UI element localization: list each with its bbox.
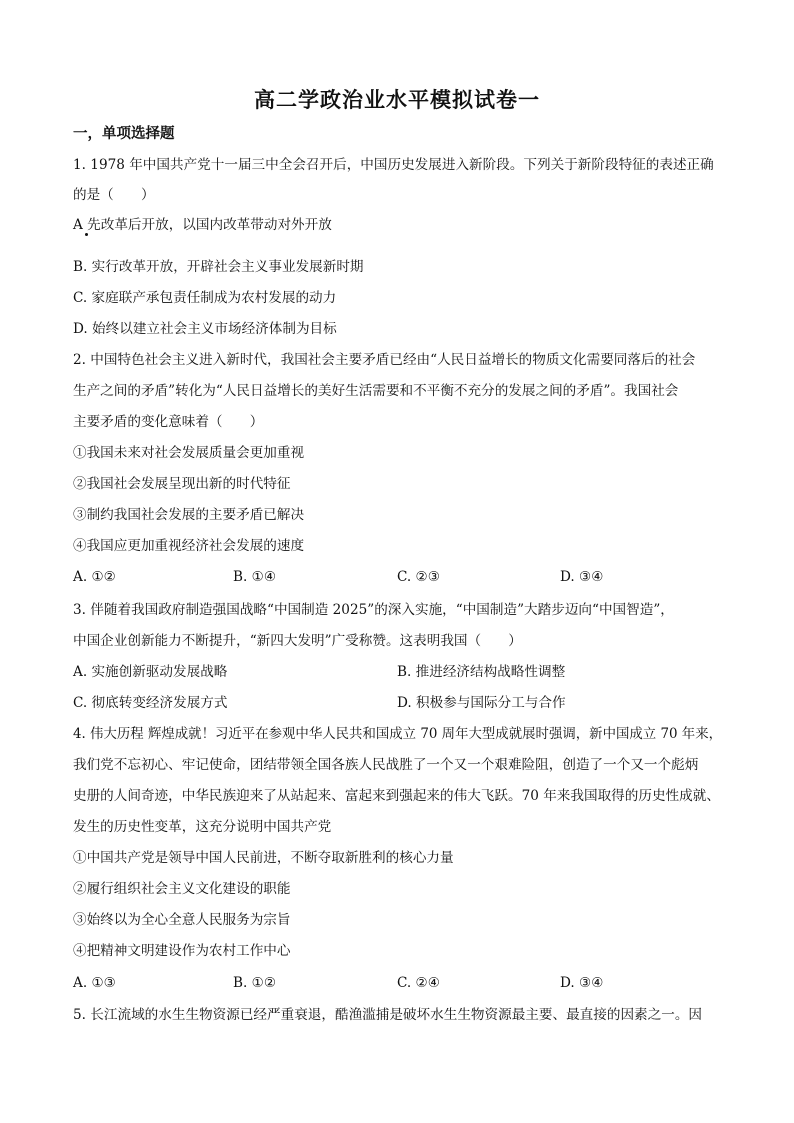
q3-option-a: A. 实施创新驱动发展战略 [73,664,228,680]
q2-statement-4: ④我国应更加重视经济社会发展的速度 [73,538,305,554]
q2-option-d: D. ③④ [560,569,604,585]
q4-option-a: A. ①③ [73,975,116,991]
q3-option-d: D. 积极参与国际分工与合作 [397,695,566,711]
q2-stem-line2: 生产之间的矛盾”转化为“人民日益增长的美好生活需要和不平衡不充分的发展之间的矛盾”。我国社会 [73,383,679,399]
q5-stem-line1: 5. 长江流域的水生生物资源已经严重衰退，酷渔滥捕是破坏水生生物资源最主要、最直接的因素之一。因 [73,1007,703,1023]
q4-statement-3: ③始终以为全心全意人民服务为宗旨 [73,912,291,928]
q2-option-b: B. ①④ [233,569,277,585]
q4-statement-4: ④把精神文明建设作为农村工作中心 [73,943,291,959]
q3-stem-line1: 3. 伴随着我国政府制造强国战略“中国制造 2025”的深入实施，“中国制造”大踏步迈向“中国智造”， [73,602,674,618]
q4-option-c: C. ②④ [397,975,440,991]
q2-statement-2: ②我国社会发展呈现出新的时代特征 [73,476,291,492]
q4-option-b: B. ①② [233,975,277,991]
q2-stem-line3: 主要矛盾的变化意味着（ ） [73,414,264,430]
q1-option-b: B. 实行改革开放，开辟社会主义事业发展新时期 [73,259,364,275]
q1-option-a: A 先改革后开放，以国内改革带动对外开放 [73,217,332,233]
section-heading: 一，单项选择题 [73,126,175,142]
q4-stem-line1: 4. 伟大历程 辉煌成就！习近平在参观中华人民共和国成立 70 周年大型成就展时强调，新中国成立 70 年来， [73,726,723,742]
q4-stem-line4: 发生的历史性变革，这充分说明中国共产党 [73,819,332,835]
q3-option-b: B. 推进经济结构战略性调整 [397,664,566,680]
q1-stem-line1: 1. 1978 年中国共产党十一届三中全会召开后，中国历史发展进入新阶段。下列关于新阶段特征的表述正确 [73,157,714,173]
page-title: 高二学政治业水平模拟试卷一 [254,88,540,112]
q4-option-d: D. ③④ [560,975,604,991]
q2-option-c: C. ②③ [397,569,440,585]
q2-statement-1: ①我国未来对社会发展质量会更加重视 [73,445,305,461]
q3-option-c: C. 彻底转变经济发展方式 [73,695,228,711]
q4-stem-line3: 史册的人间奇迹，中华民族迎来了从站起来、富起来到强起来的伟大飞跃。70 年来我国取得的历史性成就、 [73,788,720,804]
q1-option-c: C. 家庭联产承包责任制成为农村发展的动力 [73,290,337,306]
q2-stem-line1: 2. 中国特色社会主义进入新时代，我国社会主要矛盾已经由“人民日益增长的物质文化需要同落后的社会 [73,352,696,368]
q1-option-d: D. 始终以建立社会主义市场经济体制为目标 [73,321,337,337]
q4-statement-1: ①中国共产党是领导中国人民前进，不断夺取新胜利的核心力量 [73,850,454,866]
q1-option-a-dot [85,233,88,236]
q1-stem-line2: 的是（ ） [73,187,155,203]
q2-statement-3: ③制约我国社会发展的主要矛盾已解决 [73,507,305,523]
q3-stem-line2: 中国企业创新能力不断提升，“新四大发明”广受称赞。这表明我国（ ） [73,633,522,649]
q4-statement-2: ②履行组织社会主义文化建设的职能 [73,881,291,897]
q2-option-a: A. ①② [73,569,116,585]
q4-stem-line2: 我们党不忘初心、牢记使命，团结带领全国各族人民战胜了一个又一个艰难险阻，创造了一个又一个彪炳 [73,757,699,773]
